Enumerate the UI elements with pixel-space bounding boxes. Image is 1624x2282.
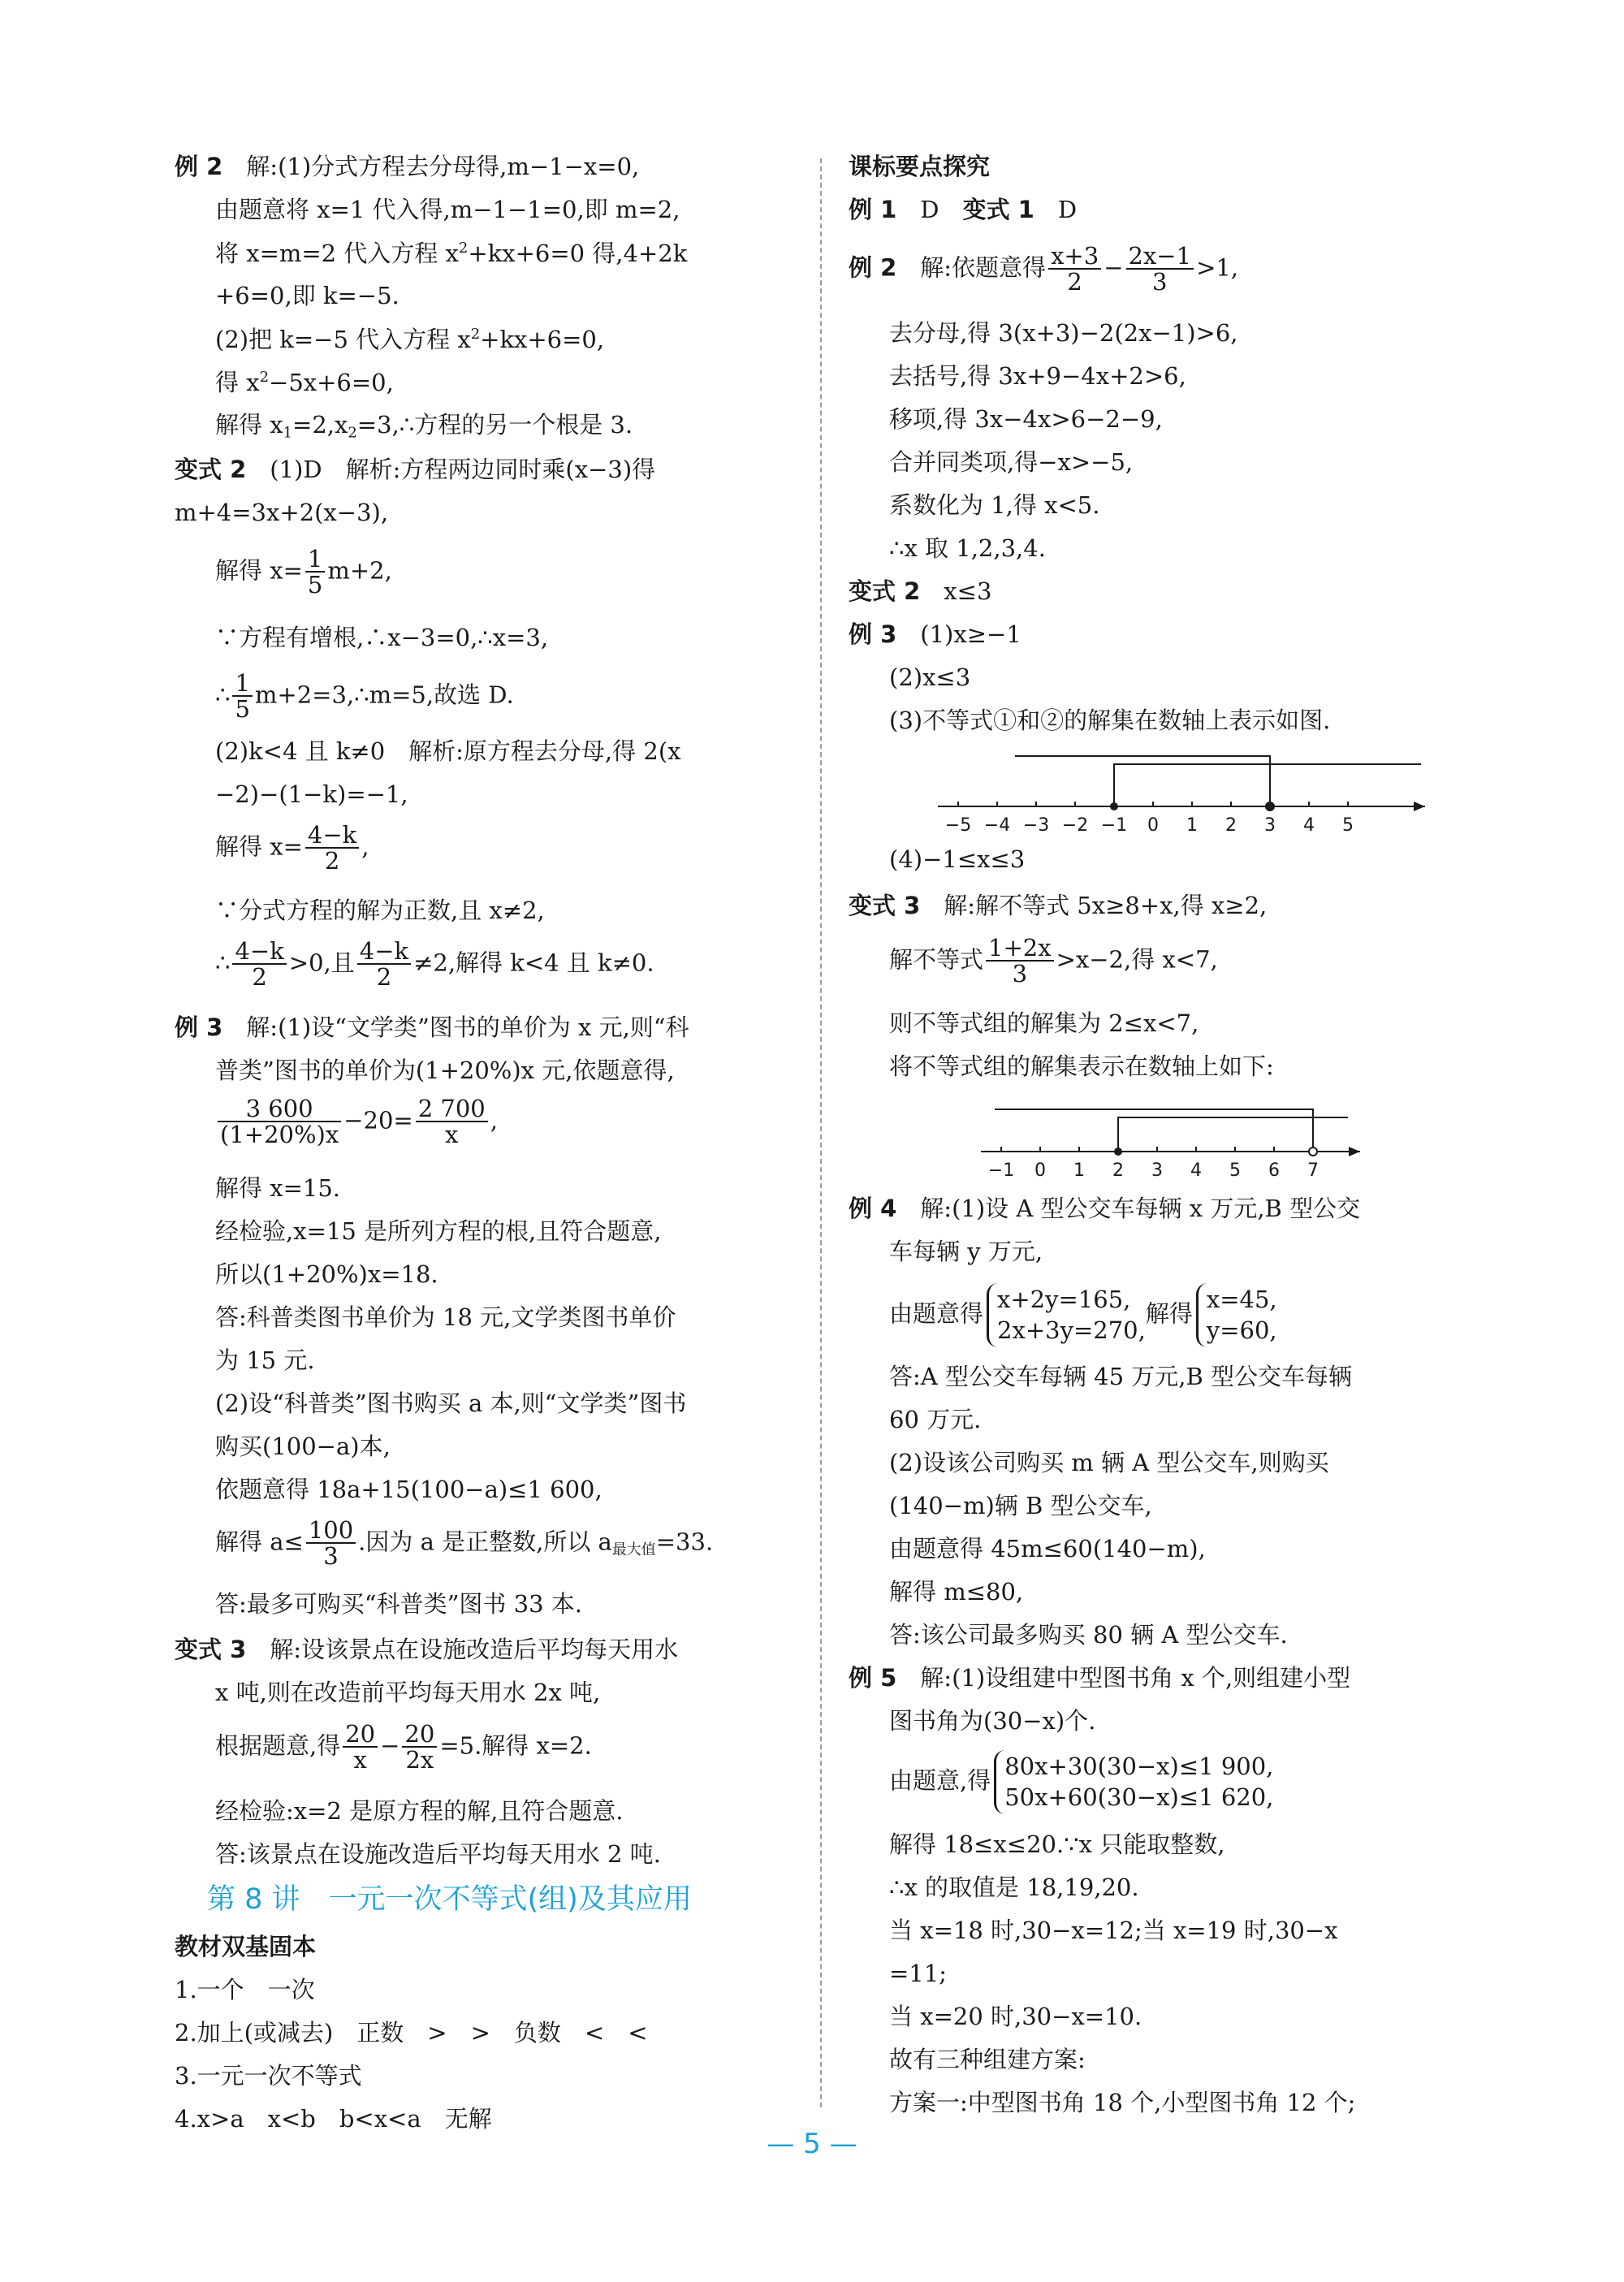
tick-label: 0 — [1034, 1160, 1046, 1181]
basics-heading: 教材双基固本 — [175, 1933, 317, 1960]
r-ex4-line2: 车每辆 y 万元, — [889, 1238, 1043, 1265]
fraction: $\frac{20}{2x}$ — [402, 1722, 437, 1773]
r-var3-line3: 则不等式组的解集为 2≤x<7, — [889, 1009, 1199, 1037]
ex2-line3: 将 x=m=2 代入方程 $x^2+kx+6=0$ 得,4+2k — [215, 239, 688, 267]
r-ex3-line2: (2)x≤3 — [889, 663, 971, 691]
ex3-line11: 依题意得 18a+15(100−a)≤1 600, — [215, 1476, 603, 1503]
r-ex4-line7: (140−m)辆 B 型公交车, — [889, 1492, 1152, 1519]
r-ex2-line5: 合并同类项,得−x>−5, — [889, 448, 1134, 476]
endpoint-closed — [1110, 802, 1118, 810]
solution-ray-left — [1114, 764, 1421, 806]
r-ex5-line6: 当 x=18 时,30−x=12;当 x=19 时,30−x — [889, 1917, 1338, 1944]
endpoint-open — [1309, 1147, 1317, 1156]
tick-label: −4 — [983, 815, 1011, 836]
var2-line9: ∵分式方程的解为正数,且 x≠2, — [215, 897, 545, 924]
tick-label: 7 — [1307, 1160, 1319, 1181]
tick-label: 1 — [1073, 1160, 1085, 1181]
tick-label: 6 — [1268, 1160, 1280, 1181]
r-ex5-line8: 当 x=20 时,30−x=10. — [889, 2003, 1142, 2030]
ex3-label: 例 3 — [175, 1014, 223, 1041]
r-ex3-line4: (4)−1≤x≤3 — [889, 845, 1026, 873]
solution-ray-right — [995, 1109, 1313, 1152]
tick-label: −1 — [987, 1160, 1015, 1181]
fraction: $\frac{2x-1}{3}$ — [1126, 244, 1194, 295]
tick-label: −3 — [1022, 815, 1050, 836]
column-divider — [820, 158, 822, 2107]
var3-line4: 经检验:x=2 是原方程的解,且符合题意. — [215, 1797, 624, 1825]
ex3-line2: 普类”图书的单价为(1+20%)x 元,依题意得, — [215, 1057, 675, 1084]
ex2-line2: 由题意将 x=1 代入得,m−1−1=0,即 m=2, — [215, 196, 680, 223]
section-heading: 课标要点探究 — [849, 153, 991, 180]
ex2-line4: +6=0,即 k=−5. — [215, 282, 400, 309]
fraction: $\frac{x+3}{2}$ — [1048, 244, 1101, 295]
fraction: $\frac{4-k}{2}$ — [232, 939, 286, 990]
number-line-2 — [978, 1095, 1368, 1184]
inequality-system: 80x+30(30−x)≤1 900, 50x+60(30−x)≤1 620, — [994, 1750, 1273, 1814]
number-line-1 — [918, 750, 1437, 839]
fraction: $\frac{4-k}{2}$ — [305, 823, 359, 874]
var2-line10: ∴ $\frac{4-k}{2}$ >0,且 $\frac{4-k}{2}$ ≠2,解得 k<4 且 k≠0. — [215, 937, 654, 992]
axis-arrow — [1414, 802, 1425, 811]
ex3-line13: 答:最多可购买“科普类”图书 33 本. — [215, 1590, 582, 1618]
basics-item-2: 2.加上(或减去) 正数 > > 负数 < < — [175, 2019, 648, 2046]
r-ex4-line6: (2)设该公司购买 m 辆 A 型公交车,则购买 — [889, 1449, 1329, 1476]
ex3-line6: 所以(1+20%)x=18. — [215, 1260, 438, 1288]
fraction: $\frac{1}{5}$ — [232, 671, 252, 722]
r-ex5-line3: 由题意,得 80x+30(30−x)≤1 900, 50x+60(30−x)≤1 620, — [889, 1750, 1273, 1814]
tick-label: 5 — [1342, 815, 1354, 836]
tick-label: 2 — [1112, 1160, 1124, 1181]
r-ex5-line9: 故有三种组建方案: — [889, 2046, 1086, 2073]
var2-line5: ∴ $\frac{1}{5}$ m+2=3,∴m=5,故选 D. — [215, 669, 514, 724]
ex3-line9: (2)设“科普类”图书购买 a 本,则“文学类”图书 — [215, 1390, 687, 1417]
r-ex2-line6: 系数化为 1,得 x<5. — [889, 491, 1100, 519]
var2-line4: ∵方程有增根,∴x−3=0,∴x=3, — [215, 624, 549, 651]
fraction: $\frac{1}{5}$ — [305, 547, 325, 598]
ex3-line8: 为 15 元. — [215, 1346, 315, 1374]
fraction: $\frac{1+2x}{3}$ — [986, 936, 1054, 987]
r-ex4-line9: 解得 m≤80, — [889, 1578, 1024, 1606]
endpoint-closed — [1114, 1147, 1122, 1156]
basics-item-1: 1.一个 一次 — [175, 1976, 315, 2003]
ex3-equation: $\frac{3 600}{(1+20\%)x}$ −20= $\frac{2 700}{x}$ , — [215, 1096, 498, 1147]
tick-label: −5 — [944, 815, 972, 836]
ex2-line1: 例 2 解:(1)分式方程去分母得,m−1−x=0, — [175, 153, 640, 180]
var3-label: 变式 3 — [175, 1636, 247, 1663]
fraction: $\frac{100}{3}$ — [306, 1518, 356, 1569]
basics-item-4: 4.x>a x<b b<x<a 无解 — [175, 2105, 492, 2133]
fraction: $\frac{2 700}{x}$ — [416, 1096, 488, 1147]
fraction: $\frac{20}{x}$ — [343, 1722, 378, 1773]
equation-system: x=45, y=60, — [1196, 1283, 1277, 1347]
var3-line1: 变式 3 解:设该景点在设施改造后平均每天用水 — [175, 1636, 679, 1663]
r-ex5-line7: =11; — [889, 1960, 947, 1987]
tick-label: 1 — [1186, 815, 1198, 836]
var2-line8: 解得 x= $\frac{4-k}{2}$ , — [215, 821, 369, 875]
ex3-line5: 经检验,x=15 是所列方程的根,且符合题意, — [215, 1217, 662, 1245]
ex3-line4: 解得 x=15. — [215, 1174, 340, 1202]
r-ex5-line2: 图书角为(30−x)个. — [889, 1707, 1096, 1735]
r-ex2-line2: 去分母,得 3(x+3)−2(2x−1)>6, — [889, 319, 1238, 347]
r-ex4-line8: 由题意得 45m≤60(140−m), — [889, 1535, 1206, 1562]
r-ex5-line1: 例 5 解:(1)设组建中型图书角 x 个,则组建小型 — [849, 1664, 1351, 1692]
tick-label: −2 — [1061, 815, 1089, 836]
ex3-line10: 购买(100−a)本, — [215, 1433, 391, 1460]
ex2-line5: (2)把 k=−5 代入方程 $x^2+kx+6=0$, — [215, 325, 605, 353]
r-ex4-line5: 60 万元. — [889, 1406, 982, 1433]
r-ex3-line3: (3)不等式①和②的解集在数轴上表示如图. — [889, 707, 1331, 734]
tick-label: 4 — [1190, 1160, 1202, 1181]
basics-item-3: 3.一元一次不等式 — [175, 2062, 362, 2090]
tick-label: 2 — [1225, 815, 1237, 836]
var2-line7: −2)−(1−k)=−1, — [215, 780, 408, 808]
equation-system: x+2y=165, 2x+3y=270, — [987, 1283, 1146, 1347]
endpoint-closed — [1266, 802, 1274, 810]
r-var3-line4: 将不等式组的解集表示在数轴上如下: — [889, 1052, 1274, 1080]
lecture-title: 第 8 讲 一元一次不等式(组)及其应用 — [207, 1883, 692, 1916]
tick-label: 3 — [1151, 1160, 1163, 1181]
r-ex2-line3: 去括号,得 3x+9−4x+2>6, — [889, 362, 1186, 390]
var3-line3: 根据题意,得 $\frac{20}{x}$ − $\frac{20}{2x}$ =5.解得 x=2. — [215, 1720, 592, 1774]
r-ex5-line5: ∴x 的取值是 18,19,20. — [889, 1874, 1139, 1901]
r-ex2-line1: 例 2 解:依题意得 $\frac{x+3}{2}$ − $\frac{2x-1}{3}$ >1, — [849, 242, 1239, 296]
tick-label: 5 — [1229, 1160, 1241, 1181]
r-var3-line1: 变式 3 解:解不等式 5x≥8+x,得 x≥2, — [849, 892, 1268, 919]
ex2-line7: 解得 $x_1=2,x_2=3,\therefore$方程的另一个根是 3. — [215, 411, 633, 442]
fraction: $\frac{4-k}{2}$ — [357, 939, 411, 990]
var2-line2: m+4=3x+2(x−3), — [175, 499, 389, 526]
tick-label: 0 — [1147, 815, 1159, 836]
var2-label: 变式 2 — [175, 456, 247, 483]
var2-line1: 变式 2 (1)D 解析:方程两边同时乘(x−3)得 — [175, 456, 656, 483]
r-ex4-line4: 答:A 型公交车每辆 45 万元,B 型公交车每辆 — [889, 1363, 1353, 1390]
fraction: $\frac{3 600}{(1+20\%)x}$ — [218, 1096, 341, 1147]
r-var3-line2: 解不等式 $\frac{1+2x}{3}$ >x−2,得 x<7, — [889, 934, 1218, 988]
tick-label: 3 — [1264, 815, 1276, 836]
ex3-line7: 答:科普类图书单价为 18 元,文学类图书单价 — [215, 1303, 676, 1331]
r-ex5-line4: 解得 18≤x≤20.∵x 只能取整数, — [889, 1830, 1225, 1858]
r-ex4-line10: 答:该公司最多购买 80 辆 A 型公交车. — [889, 1621, 1288, 1649]
r-ex2-line4: 移项,得 3x−4x>6−2−9, — [889, 405, 1163, 433]
var3-line2: x 吨,则在改造前平均每天用水 2x 吨, — [215, 1679, 601, 1706]
page-number: — 5 — — [767, 2128, 857, 2160]
axis-arrow — [1349, 1147, 1360, 1156]
var3-line5: 答:该景点在设施改造后平均每天用水 2 吨. — [215, 1840, 661, 1868]
ex3-line12: 解得 a≤ $\frac{100}{3}$ .因为 a 是正整数,所以 $a_{最大值}=33$. — [215, 1516, 714, 1571]
r-ex3-line1: 例 3 (1)x≥−1 — [849, 620, 1021, 648]
var2-line6: (2)k<4 且 k≠0 解析:原方程去分母,得 2(x — [215, 737, 681, 765]
r-ex2-line7: ∴x 取 1,2,3,4. — [889, 534, 1046, 562]
ex1-line: 例 1 D 变式 1 D — [849, 196, 1078, 223]
r-ex4-line3: 由题意得 x+2y=165, 2x+3y=270, 解得 x=45, y=60, — [889, 1283, 1277, 1347]
tick-label: 4 — [1303, 815, 1315, 836]
ex3-line1: 例 3 解:(1)设“文学类”图书的单价为 x 元,则“科 — [175, 1014, 689, 1041]
var2-line3: 解得 x= $\frac{1}{5}$ m+2, — [215, 545, 392, 599]
ex2-label: 例 2 — [175, 153, 223, 180]
tick-label: −1 — [1100, 815, 1128, 836]
r-ex4-line1: 例 4 解:(1)设 A 型公交车每辆 x 万元,B 型公交 — [849, 1195, 1361, 1222]
ex2-line6: 得 $x^2-5x+6=0$, — [215, 368, 394, 396]
r-var2-line: 变式 2 x≤3 — [849, 577, 992, 605]
r-ex5-line10: 方案一:中型图书角 18 个,小型图书角 12 个; — [889, 2089, 1356, 2116]
